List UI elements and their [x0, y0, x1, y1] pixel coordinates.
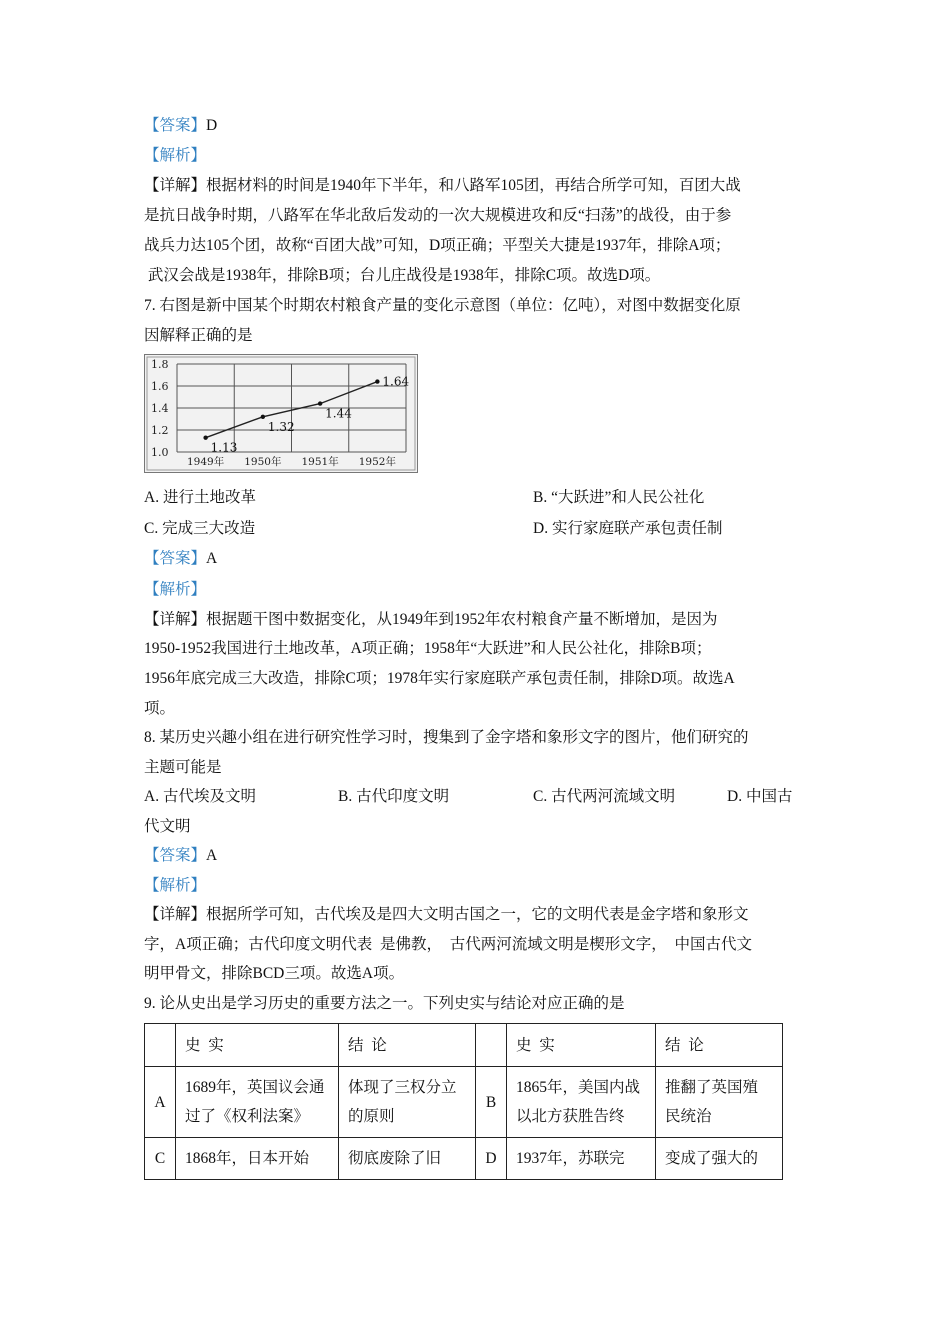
q9-row-fact: 1937年，苏联完: [507, 1138, 656, 1180]
chart-y-tick-label: 1.0: [151, 446, 169, 459]
q7-option-c: C. 完成三大改造: [144, 520, 256, 537]
chart-point-label: 1.64: [382, 374, 410, 389]
q8-option-d-continued: 代文明: [144, 818, 191, 835]
q8-answer: A: [206, 847, 218, 864]
q9-row-letter: C: [145, 1138, 176, 1180]
q6-detail-line-3: 战兵力达105个团，故称“百团大战”可知，D项正确；平型关大捷是1937年，排除A项；: [144, 237, 731, 254]
q9-row-letter: A: [145, 1067, 176, 1138]
q9-table-header-row: [145, 1024, 783, 1067]
q7-option-d: D. 实行家庭联产承包责任制: [533, 520, 723, 537]
chart-y-tick-label: 1.4: [151, 402, 169, 415]
chart-x-tick-label: 1952年: [358, 456, 396, 468]
q8-detail-line-1: [144, 905, 749, 925]
q9-table-row: [145, 1138, 783, 1180]
q6-answer-tag: 【答案】: [144, 117, 207, 134]
q7-detail-text-1: 根据题干图中数据变化，从1949年到1952年农村粮食产量不断增加，是因为: [206, 611, 718, 628]
q9-row-conclusion: 体现了三权分立的原则: [339, 1067, 476, 1138]
chart-x-tick-label: 1950年: [244, 456, 282, 468]
q8-stem-line-1: 8. 某历史兴趣小组在进行研究性学习时，搜集到了金字塔和象形文字的图片，他们研究的: [144, 729, 749, 746]
q9-stem: 9. 论从史出是学习历史的重要方法之一。下列史实与结论对应正确的是: [144, 995, 625, 1012]
chart-y-tick-label: 1.8: [151, 358, 169, 371]
q8-detail-text-1: 根据所学可知，古代埃及是四大文明古国之一，它的文明代表是金字塔和象形文: [206, 906, 749, 923]
q9-header-blank-right: [476, 1024, 507, 1067]
q9-header-conclusion-right: 结 论: [656, 1024, 783, 1067]
q9-header-conclusion-left: 结 论: [339, 1024, 476, 1067]
q8-stem-line-2: 主题可能是: [144, 759, 222, 776]
q6-analysis-tag-line: [144, 146, 206, 166]
chart-y-tick-label: 1.2: [151, 424, 169, 437]
q6-detail-line-4: 武汉会战是1938年，排除B项；台儿庄战役是1938年，排除C项。故选D项。: [144, 267, 661, 284]
chart-point-label: 1.32: [267, 419, 295, 434]
q6-analysis-tag: 【解析】: [144, 147, 207, 164]
q8-option-b: B. 古代印度文明: [338, 788, 450, 805]
q9-header-blank-left: [145, 1024, 176, 1067]
q9-facts-table: [144, 1023, 783, 1180]
chart-point: [318, 401, 322, 405]
q7-option-b: B. “大跃进”和人民公社化: [533, 489, 705, 506]
q6-detail-text-1: 根据材料的时间是1940年下半年，和八路军105团，再结合所学可知，百团大战: [206, 177, 741, 194]
chart-point: [261, 415, 265, 419]
q7-detail-line-3: 1956年底完成三大改造，排除C项；1978年实行家庭联产承包责任制，排除D项。故选A: [144, 670, 735, 687]
q8-analysis-tag-line: [144, 876, 206, 896]
q7-detail-line-4: 项。: [144, 700, 176, 717]
q8-detail-line-2: 字，A项正确；古代印度文明代表 是佛教， 古代两河流域文明是楔形文字， 中国古代文: [144, 936, 752, 953]
q8-option-a: A. 古代埃及文明: [144, 788, 256, 805]
q9-row-fact: 1689年，英国议会通过了《权利法案》: [176, 1067, 339, 1138]
q9-header-fact-left: 史 实: [176, 1024, 339, 1067]
q8-option-d: D. 中国古: [727, 788, 793, 805]
q9-row-conclusion: 彻底废除了旧: [339, 1138, 476, 1180]
q7-answer-line: [144, 549, 217, 569]
q7-detail-tag: 【详解】: [144, 611, 207, 628]
q6-detail-line-1: [144, 176, 741, 196]
q8-detail-tag: 【详解】: [144, 906, 207, 923]
q9-table-row: [145, 1067, 783, 1138]
q6-detail-tag: 【详解】: [144, 177, 207, 194]
q7-stem-line-1: 7. 右图是新中国某个时期农村粮食产量的变化示意图（单位：亿吨），对图中数据变化原: [144, 297, 741, 314]
chart-point: [203, 436, 207, 440]
q8-answer-tag: 【答案】: [144, 847, 207, 864]
chart-point-label: 1.13: [210, 440, 238, 455]
q7-answer-tag: 【答案】: [144, 550, 207, 567]
chart-frame: [145, 355, 418, 473]
q8-option-c: C. 古代两河流域文明: [533, 788, 676, 805]
q6-detail-line-2: 是抗日战争时期，八路军在华北敌后发动的一次大规模进攻和反“扫荡”的战役，由于参: [144, 207, 732, 224]
q9-row-fact: 1865年，美国内战以北方获胜告终: [507, 1067, 656, 1138]
chart-x-tick-label: 1951年: [301, 456, 339, 468]
q7-detail-line-1: [144, 610, 718, 630]
q9-row-letter: B: [476, 1067, 507, 1138]
q7-answer: A: [206, 550, 218, 567]
chart-x-tick-label: 1949年: [187, 456, 225, 468]
q8-detail-line-3: 明甲骨文，排除BCD三项。故选A项。: [144, 965, 405, 982]
q7-stem-line-2: 因解释正确的是: [144, 327, 253, 344]
q6-answer: D: [206, 117, 218, 134]
chart-y-tick-label: 1.6: [151, 380, 169, 393]
q9-header-fact-right: 史 实: [507, 1024, 656, 1067]
q9-row-conclusion: 变成了强大的: [656, 1138, 783, 1180]
q7-detail-line-2: 1950-1952我国进行土地改革，A项正确；1958年“大跃进”和人民公社化，排除B项；: [144, 640, 712, 657]
q9-row-letter: D: [476, 1138, 507, 1180]
chart-point-label: 1.44: [325, 406, 352, 421]
q9-row-fact: 1868年，日本开始: [176, 1138, 339, 1180]
q6-answer-line: [144, 116, 217, 136]
q7-analysis-tag: 【解析】: [144, 581, 207, 598]
grain-output-chart: [144, 354, 418, 473]
q7-analysis-tag-line: [144, 580, 206, 600]
q7-option-a: A. 进行土地改革: [144, 489, 256, 506]
q8-analysis-tag: 【解析】: [144, 877, 207, 894]
chart-point: [375, 379, 379, 383]
q9-row-conclusion: 推翻了英国殖民统治: [656, 1067, 783, 1138]
q8-answer-line: [144, 846, 217, 866]
